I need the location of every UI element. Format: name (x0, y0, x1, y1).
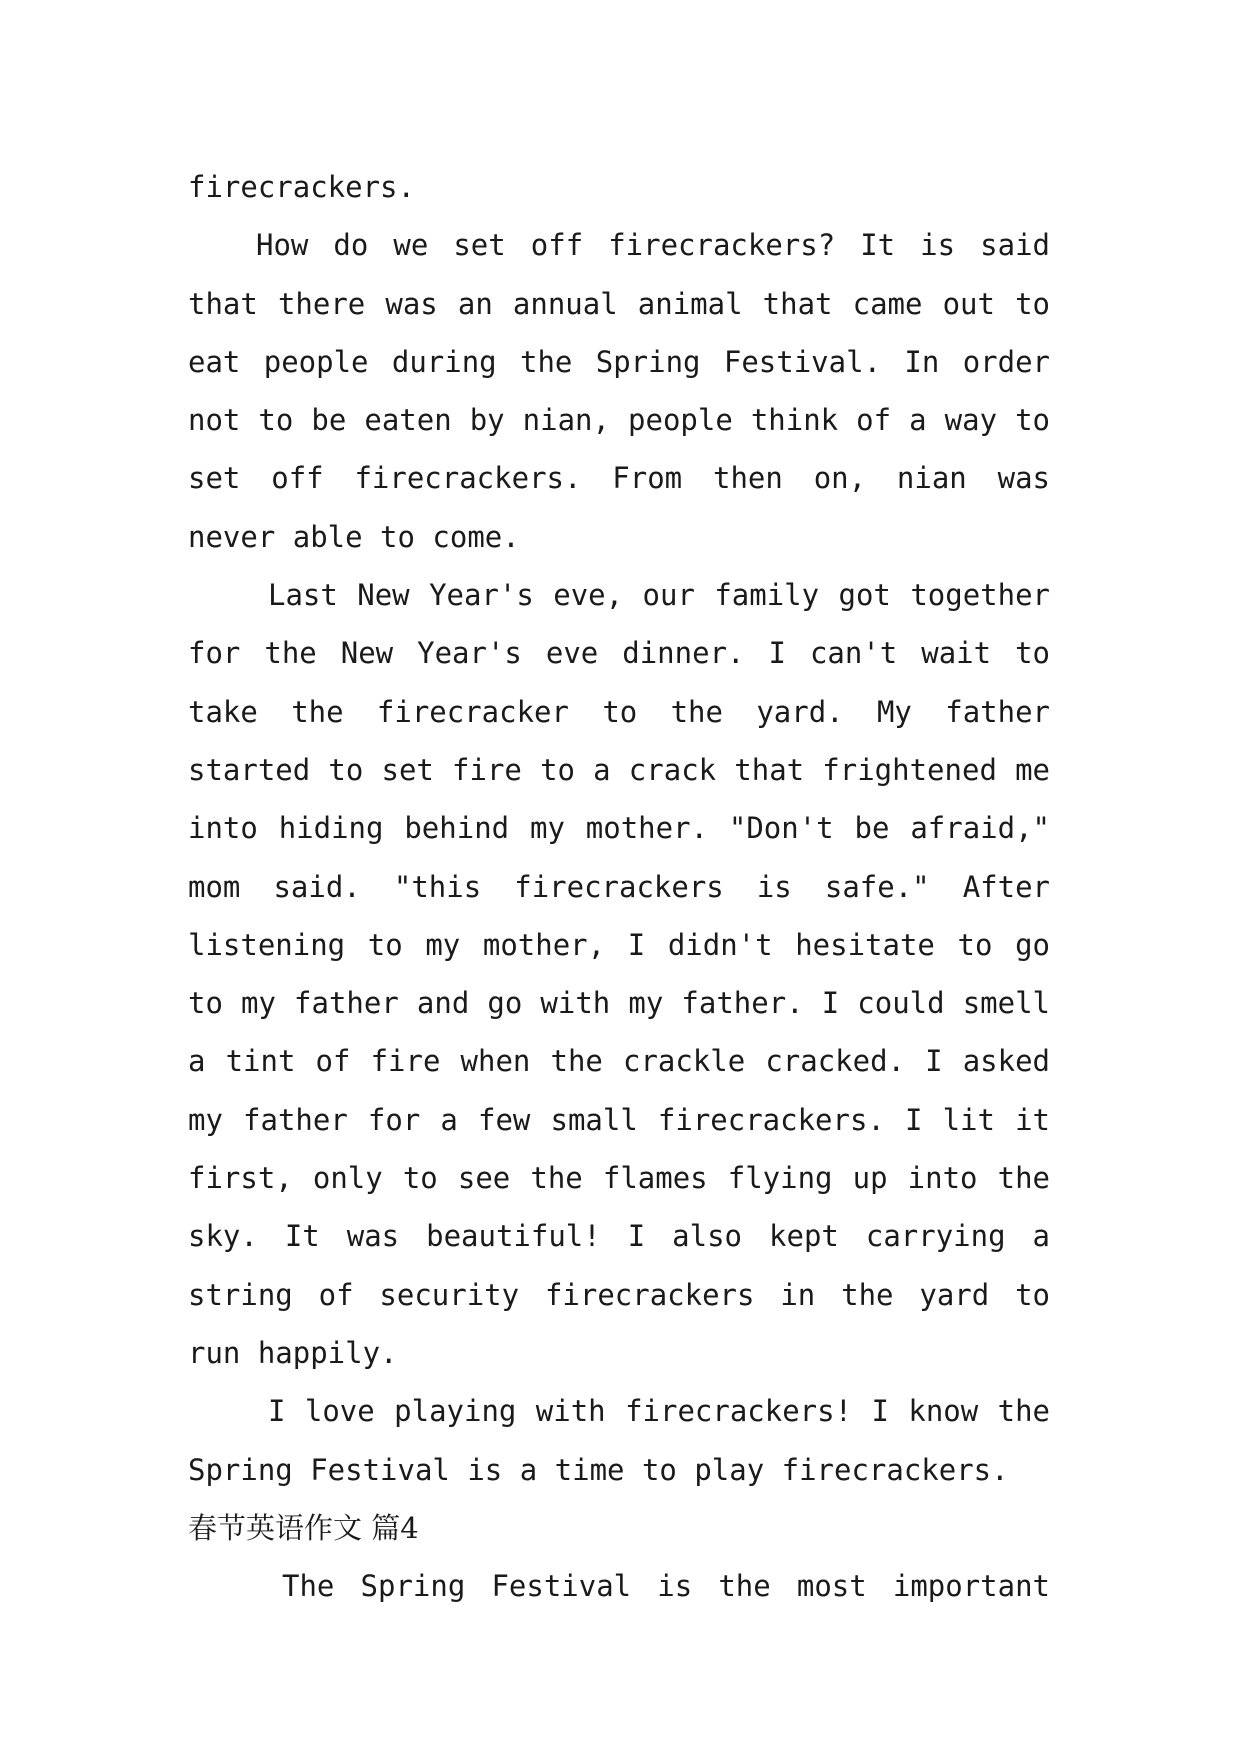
document-body (188, 158, 1050, 1615)
section-heading: 春节英语作文 篇4 (188, 1510, 419, 1545)
paragraph-new-years-eve: Last New Year's eve, our family got together for the New Year's eve dinner. I can't wait to take the firecracker to the yard. My father started to set fire to a crack that frightened me into hiding behind my mother. "Don't be afraid," mom said. "this firecrackers is safe." After listening to my mother, I didn't hesitate to go to my father and go with my father. I could smell a tint of fire when the crackle cracked. I asked my father for a few small firecrackers. I lit it first, only to see the flames flying up into the sky. It was beautiful! I also kept carrying a string of security firecrackers in the yard to run happily. (188, 578, 1050, 1370)
paragraph-love-firecrackers: I love playing with firecrackers! I know the Spring Festival is a time to play firecrackers. (188, 1394, 1050, 1487)
paragraph-spring-festival: The Spring Festival is the most important (282, 1569, 1050, 1604)
paragraph-how-set-off: How do we set off firecrackers? It is said that there was an annual animal that came out to eat people during the Spring Festival. In order not to be eaten by nian, people think of a way to set off firecrackers. From then on, nian was never able to come. (188, 228, 1050, 554)
paragraph-continuation: firecrackers. (188, 170, 415, 204)
